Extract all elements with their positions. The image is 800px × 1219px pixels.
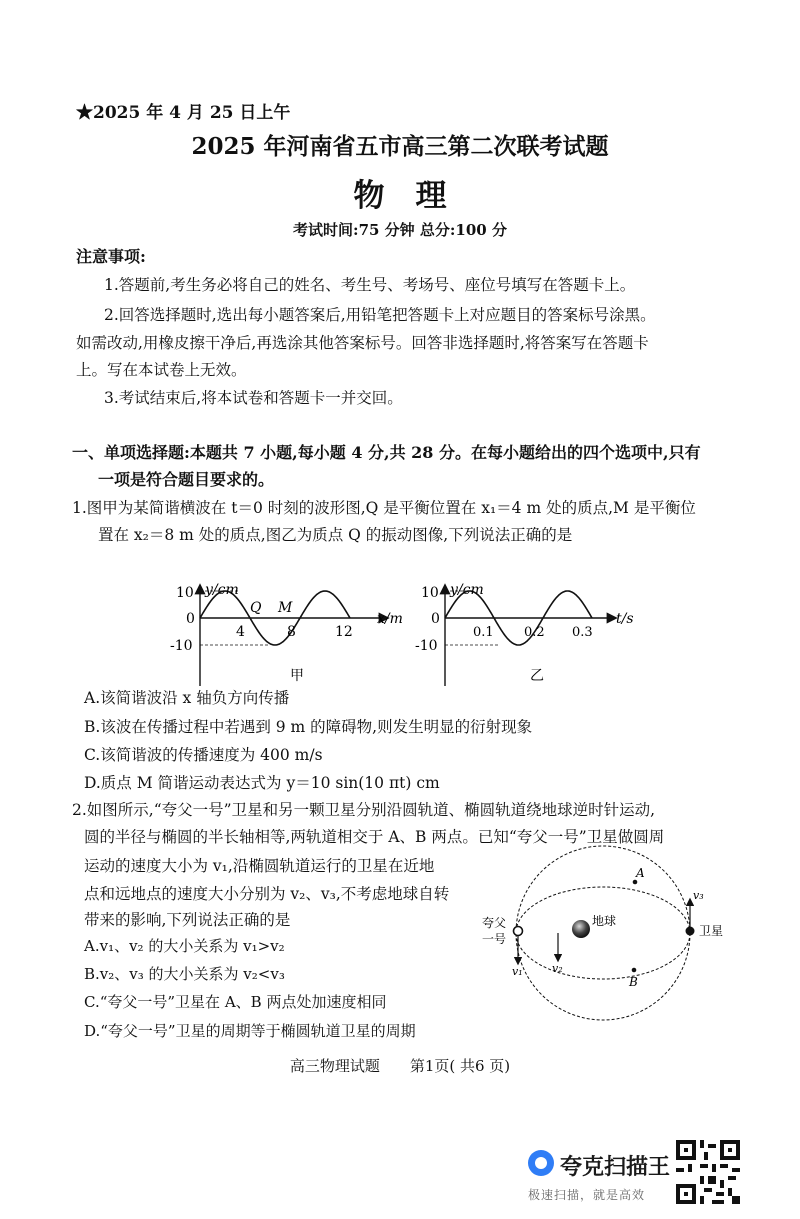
graph-a-ytick-0: 0 — [186, 611, 195, 627]
graph-b-xtick-02: 0.2 — [524, 625, 545, 640]
notice-item-1: 1.答题前,考生务必将自己的姓名、考生号、考场号、座位号填写在答题卡上。 — [104, 276, 636, 294]
graph-b-caption: 乙 — [530, 668, 544, 684]
q2-stem-1: 2.如图所示,“夸父一号”卫星和另一颗卫星分别沿圆轨道、椭圆轨道绕地球逆时针运动, — [72, 801, 655, 819]
q1-option-c: C.该简谐波的传播速度为 400 m/s — [84, 746, 323, 764]
section1-heading: 一、单项选择题:本题共 7 小题,每小题 4 分,共 28 分。在每小题给出的四个选项中,只有 — [72, 443, 701, 462]
ellipse-satellite-icon — [686, 927, 695, 936]
graph-b-xlabel: t/s — [616, 611, 634, 627]
q2-stem-5: 带来的影响,下列说法正确的是 — [84, 911, 291, 929]
exam-title: 2025 年河南省五市高三第二次联考试题 — [191, 133, 609, 160]
q2-option-c: C.“夸父一号”卫星在 A、B 两点处加速度相同 — [84, 993, 387, 1011]
qr-code-icon — [676, 1140, 740, 1204]
graph-a-xlabel: x/m — [377, 611, 403, 627]
graph-b-xtick-03: 0.3 — [572, 625, 593, 640]
diagram-v2: v₂ — [552, 962, 563, 975]
q1-option-d: D.质点 M 简谐运动表达式为 y＝10 sin(10 πt) cm — [84, 774, 440, 792]
diagram-earth-label: 地球 — [592, 914, 617, 928]
q2-option-a: A.v₁、v₂ 的大小关系为 v₁>v₂ — [84, 937, 285, 955]
orbit-diagram — [478, 845, 738, 1030]
graph-b-ytick-0: 0 — [431, 611, 440, 627]
diagram-kuafu-1: 夸父 — [482, 916, 507, 930]
q1-option-a: A.该简谐波沿 x 轴负方向传播 — [84, 689, 290, 707]
q2-option-b: B.v₂、v₃ 的大小关系为 v₂<v₃ — [84, 965, 285, 983]
diagram-satellite-label: 卫星 — [699, 924, 724, 938]
notice-item-2: 2.回答选择题时,选出每小题答案后,用铅笔把答题卡上对应题目的答案标号涂黑。 — [104, 306, 656, 324]
graph-a-xtick-8: 8 — [287, 624, 296, 640]
vibration-graph-b — [410, 580, 640, 690]
q2-stem-2: 圆的半径与椭圆的半长轴相等,两轨道相交于 A、B 两点。已知“夸父一号”卫星做圆周 — [84, 828, 665, 846]
graph-b-ylabel: y/cm — [450, 582, 484, 598]
graph-a-xtick-12: 12 — [335, 624, 353, 640]
q2-stem-3: 运动的速度大小为 v₁,沿椭圆轨道运行的卫星在近地 — [84, 857, 435, 875]
q2-option-d: D.“夸父一号”卫星的周期等于椭圆轨道卫星的周期 — [84, 1022, 416, 1040]
graph-a-point-m: M — [278, 600, 293, 616]
graph-b-ytick-neg10: -10 — [415, 638, 438, 654]
notice-item-2-cont: 如需改动,用橡皮擦干净后,再选涂其他答案标号。回答非选择题时,将答案写在答题卡 — [76, 334, 649, 352]
q1-stem: 1.图甲为某简谐横波在 t＝0 时刻的波形图,Q 是平衡位置在 x₁＝4 m 处的质点,M 是平衡位 — [72, 499, 696, 517]
q1-option-b: B.该波在传播过程中若遇到 9 m 的障碍物,则发生明显的衍射现象 — [84, 718, 533, 736]
scanner-logo-icon — [528, 1150, 554, 1176]
watermark-brand: 夸克扫描王 — [560, 1155, 671, 1180]
notice-heading: 注意事项: — [76, 247, 146, 266]
q2-stem-4: 点和远地点的速度大小分别为 v₂、v₃,不考虑地球自转 — [84, 885, 450, 903]
graph-a-caption: 甲 — [290, 668, 304, 684]
notice-item-2-end: 上。写在本试卷上无效。 — [76, 361, 247, 379]
exam-date: ★2025 年 4 月 25 日上午 — [76, 103, 291, 123]
graph-a-ylabel: y/cm — [205, 582, 239, 598]
q1-stem-cont: 置在 x₂＝8 m 处的质点,图乙为质点 Q 的振动图像,下列说法正确的是 — [98, 526, 573, 544]
diagram-v3: v₃ — [693, 889, 704, 902]
point-b-icon — [632, 968, 637, 973]
wave-graph-a — [165, 580, 415, 690]
watermark-slogan: 极速扫描，就是高效 — [528, 1188, 646, 1202]
point-a-icon — [633, 880, 638, 885]
page-footer: 高三物理试题 第1页( 共6 页) — [289, 1057, 511, 1075]
diagram-kuafu-2: 一号 — [482, 932, 507, 946]
graph-a-ytick-neg10: -10 — [170, 638, 193, 654]
graph-b-ytick-10: 10 — [421, 585, 439, 601]
graph-a-ytick-10: 10 — [176, 585, 194, 601]
diagram-point-b: B — [629, 975, 638, 989]
kuafu-satellite-icon — [514, 927, 523, 936]
notice-item-3: 3.考试结束后,将本试卷和答题卡一并交回。 — [104, 389, 403, 407]
diagram-v1: v₁ — [512, 965, 523, 978]
subject-title: 物 理 — [353, 178, 447, 214]
graph-a-point-q: Q — [250, 600, 262, 616]
exam-info: 考试时间:75 分钟 总分:100 分 — [293, 221, 507, 239]
earth-icon — [572, 920, 590, 938]
section1-heading-cont: 一项是符合题目要求的。 — [98, 470, 275, 489]
diagram-point-a: A — [636, 866, 645, 880]
graph-b-xtick-01: 0.1 — [473, 625, 494, 640]
graph-a-xtick-4: 4 — [236, 624, 245, 640]
